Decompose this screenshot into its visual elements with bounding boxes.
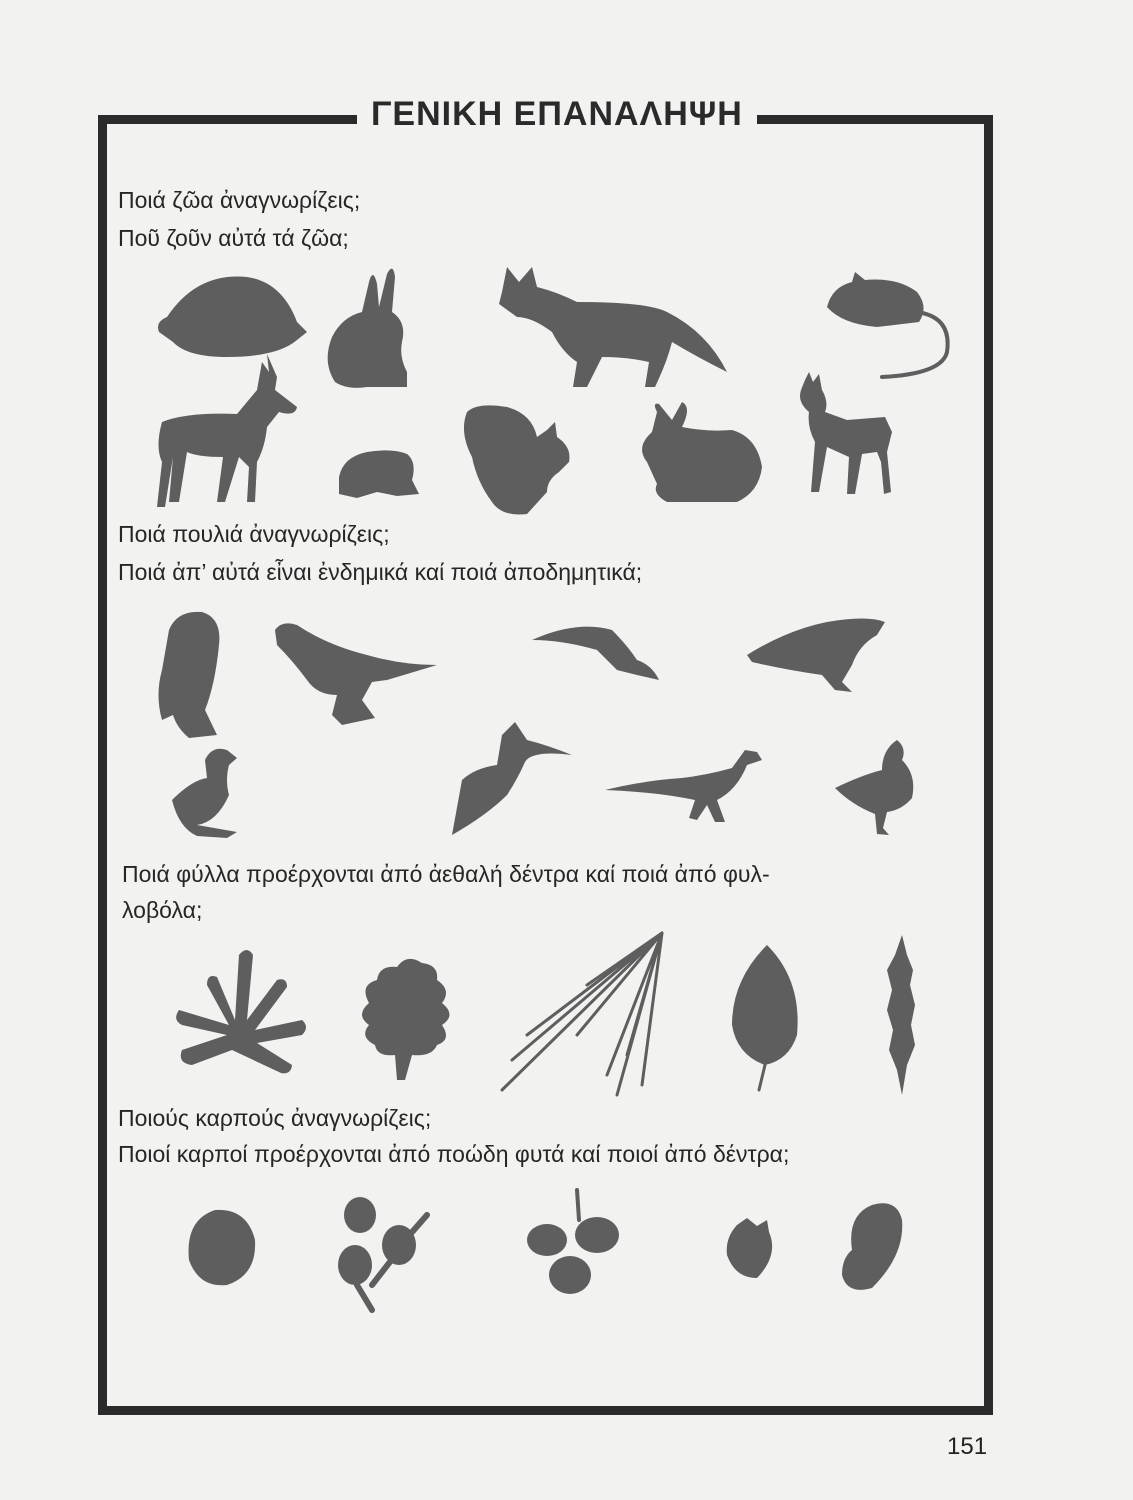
leaves-silhouettes	[107, 925, 984, 1110]
fox-icon	[499, 267, 727, 387]
gull-icon	[532, 627, 659, 680]
leaves-question-1: Ποιά φύλλα προέρχονται ἀπό ἀεθαλή δέντρα καί ποιά ἀπό φυλ-	[122, 861, 770, 887]
turtle-icon	[158, 277, 307, 358]
fruits-question-1: Ποιούς καρπούς ἀναγνωρίζεις;	[118, 1105, 432, 1131]
fruits-question-2: Ποιοί καρποί προέρχονται ἀπό ποώδη φυτά καί ποιοί ἀπό δέντρα;	[118, 1141, 790, 1167]
fruits-silhouettes	[107, 1180, 984, 1315]
acorn-cluster-icon	[527, 1190, 619, 1294]
serrated-leaf-icon	[887, 935, 915, 1095]
strawberry-icon	[727, 1218, 772, 1278]
page-title: ΓΕΝΙΚΗ ΕΠΑΝΑΛΗΨΗ	[357, 92, 757, 136]
chestnut-leaf-icon	[176, 950, 306, 1073]
oval-leaf-icon	[732, 945, 798, 1090]
leaves-question-2: λοβόλα;	[122, 897, 203, 923]
hawk-icon	[747, 619, 885, 693]
squirrel-icon	[464, 405, 570, 514]
birds-question-1: Ποιά πουλιά ἀναγνωρίζεις;	[118, 521, 390, 547]
birds-silhouettes	[107, 600, 984, 845]
bean-icon	[842, 1203, 902, 1290]
rabbit-icon	[328, 269, 407, 388]
frog-icon	[339, 450, 419, 498]
goose-icon	[835, 740, 913, 835]
duck-icon	[172, 749, 237, 838]
animals-question-2: Ποῦ ζοῦν αὐτά τά ζῶα;	[118, 225, 349, 251]
page-number: 151	[947, 1433, 988, 1460]
deer-icon	[157, 354, 297, 507]
pigeon-icon	[275, 623, 437, 725]
owl-icon	[159, 612, 220, 738]
hoopoe-icon	[452, 722, 572, 835]
rosehip-icon	[338, 1197, 427, 1310]
birds-question-2: Ποιά ἀπ’ αὐτά εἶναι ἐνδημικά καί ποιά ἀποδημητικά;	[118, 559, 643, 585]
nut-icon	[189, 1210, 256, 1285]
oak-leaf-icon	[362, 959, 450, 1080]
fawn-icon	[800, 372, 892, 494]
pheasant-icon	[605, 750, 762, 822]
mouse-icon	[827, 272, 948, 377]
pine-needles-icon	[502, 933, 662, 1095]
animals-question-1: Ποιά ζῶα ἀναγνωρίζεις;	[118, 187, 361, 213]
hare-icon	[642, 402, 762, 502]
animals-silhouettes	[107, 262, 984, 522]
